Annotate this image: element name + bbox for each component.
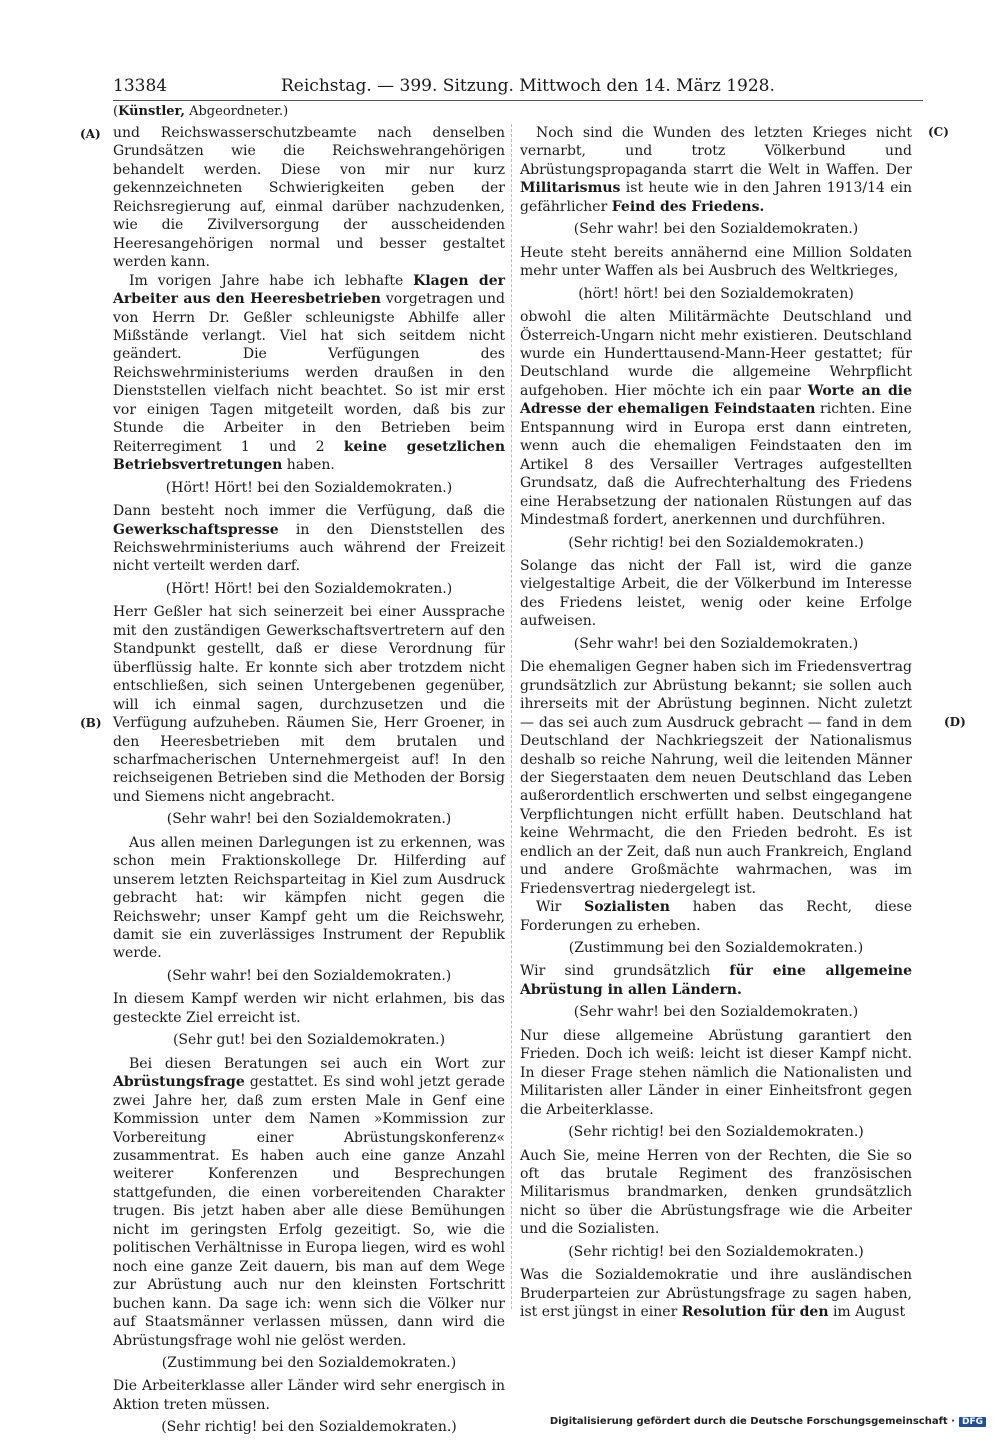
paragraph	[520, 557, 912, 631]
interjection	[520, 220, 912, 238]
text-run: Wir	[536, 899, 585, 916]
right-column	[520, 124, 912, 1322]
paragraph	[113, 272, 505, 475]
text-run: Bei diesen Beratungen sei auch ein Wort zur	[129, 1055, 505, 1072]
emphasis: Resolution für den	[681, 1304, 829, 1321]
margin-mark-b: (B)	[80, 716, 102, 730]
emphasis: Sozialisten	[584, 899, 670, 916]
paragraph	[113, 603, 505, 806]
interjection	[520, 939, 912, 957]
text-run: (Sehr richtig! bei den Sozialdemokraten.)	[568, 1243, 864, 1260]
left-column	[113, 124, 505, 1442]
paragraph	[520, 898, 912, 935]
paragraph	[520, 962, 912, 999]
interjection	[113, 810, 505, 828]
paragraph	[520, 1147, 912, 1239]
interjection	[113, 580, 505, 598]
paragraph	[113, 124, 505, 272]
text-run: haben.	[282, 457, 335, 474]
paragraph	[520, 658, 912, 898]
text-run: (Hört! Hört! bei den Sozialdemokraten.)	[165, 479, 453, 496]
paragraph	[113, 1377, 505, 1414]
page-number: 13384	[113, 76, 168, 96]
text-run: ist heute wie in den Jahren 1913/14 ein gefährlicher	[520, 180, 912, 215]
text-run: Die Arbeiterklasse aller Länder wird sehr energisch in Aktion treten müssen.	[113, 1378, 505, 1413]
text-run: richten. Eine Entspannung wird in Europa erst dann eintreten, wenn auch die ehemaligen Feindstaaten den im Artikel 8 des Versailler Vertrages aufgestellten Grundsatz, daß die Aufrechterhaltung des Friedens eine Herabsetzung der nationalen Rüstungen auf das Mindestmaß fordert, anerkennen und durchführen.	[520, 401, 912, 529]
speaker-name: Künstler,	[118, 104, 185, 119]
interjection	[520, 534, 912, 552]
speaker-open: (	[113, 104, 119, 119]
paragraph	[520, 244, 912, 281]
text-run: in den Dienststellen des Reichswehrministeriums auch während der Freizeit nicht verteilt werden darf.	[113, 521, 505, 575]
text-run: (Sehr gut! bei den Sozialdemokraten.)	[172, 1032, 446, 1049]
margin-mark-d: (D)	[944, 715, 966, 729]
paragraph	[113, 990, 505, 1027]
text-run: (Sehr richtig! bei den Sozialdemokraten.)	[568, 1124, 864, 1141]
text-run: Was die Sozialdemokratie und ihre ausländischen Bruderparteien zur Abrüstungsfrage zu sagen haben, ist erst jüngst in einer	[520, 1267, 912, 1321]
emphasis: keine gesetzlichen Betriebsvertretungen	[113, 438, 506, 474]
emphasis: Abrüstungsfrage	[113, 1074, 245, 1091]
paragraph	[520, 1266, 912, 1321]
interjection	[520, 1123, 912, 1141]
text-run: (Sehr wahr! bei den Sozialdemokraten.)	[573, 1004, 859, 1021]
text-run: (hört! hört! bei den Sozialdemokraten)	[578, 285, 854, 302]
text-run: Noch sind die Wunden des letzten Krieges nicht vernarbt, und trotz Völkerbund und Abrüstungspropaganda starrt die Welt in Waffen. Der	[520, 125, 912, 178]
text-run: (Sehr richtig! bei den Sozialdemokraten.)	[568, 534, 864, 551]
dfg-logo: DFG	[959, 1417, 986, 1427]
text-run: Solange das nicht der Fall ist, wird die ganze vielgestaltige Arbeit, die der Völkerbund im Interesse des Friedens leistet, wenig oder keine Erfolge aufweisen.	[520, 557, 912, 630]
text-run: Nur diese allgemeine Abrüstung garantiert den Frieden. Doch ich weiß: leicht ist dieser Kampf nicht. In dieser Frage stehen nämlich die Nationalisten und Militaristen aller Länder in einer Einheitsfront gegen die Arbeiterklasse.	[520, 1027, 912, 1118]
text-run: (Hört! Hört! bei den Sozialdemokraten.)	[165, 580, 453, 597]
text-run: Wir sind grundsätzlich	[520, 963, 730, 980]
text-run: (Sehr wahr! bei den Sozialdemokraten.)	[573, 635, 859, 652]
header-title: Reichstag. — 399. Sitzung. Mittwoch den 14. März 1928.	[281, 76, 775, 96]
margin-mark-c: (C)	[928, 125, 949, 139]
text-run: Die ehemaligen Gegner haben sich im Friedensvertrag grundsätzlich zur Abrüstung bekannt; sie sollen auch ihrerseits mit der Abrüstung beginnen. Nicht zuletzt — das sei auch zum Ausdruck gebracht — fand in dem Deutschland der Nachkriegszeit der Nationalismus deshalb so reiche Nahrung, weil die leitenden Männer der Siegerstaaten dem neuen Deutschland das Leben außerordentlich erschwerten und selbst eingegangene Verpflichtungen nicht erfüllt haben. Deutschland hat keine Wehrmacht, die den Frieden bedroht. Es ist endlich an der Zeit, daß nun auch Frankreich, England und andere Großmächte wahrmachen, was im Friedensvertrag niedergelegt ist.	[520, 659, 912, 897]
text-run: In diesem Kampf werden wir nicht erlahmen, bis das gesteckte Ziel erreicht ist.	[113, 991, 505, 1026]
emphasis: Klagen der Arbeiter aus den Heeresbetrieben	[113, 272, 505, 308]
interjection	[113, 479, 505, 497]
footer-text: Digitalisierung gefördert durch die Deutsche Forschungsgemeinschaft ·	[549, 1416, 955, 1427]
text-run: haben das Recht, diese Forderungen zu erheben.	[520, 899, 913, 934]
footer-credit	[550, 1416, 986, 1427]
paragraph	[520, 124, 912, 216]
speaker-role: Abgeordneter.)	[184, 104, 289, 119]
interjection	[520, 635, 912, 653]
emphasis: Militarismus	[520, 180, 621, 197]
interjection	[520, 285, 912, 303]
paragraph	[113, 834, 505, 963]
interjection	[113, 1418, 505, 1436]
text-run: Heute steht bereits annähernd eine Million Soldaten mehr unter Waffen als bei Ausbruch des Weltkrieges,	[520, 244, 912, 280]
text-run: Herr Geßler hat sich seinerzeit bei einer Aussprache mit den zuständigen Gewerkschaftsvertretern auf den Standpunkt gestellt, daß er diese Verordnung für überflüssig halte. Er konnte sich aber trotzdem nicht entschließen, sich seinen Untergebenen gegenüber, will ich einmal sagen, durchzusetzen und die Verfügung aufzuheben. Räumen Sie, Herr Groener, in den Heeresbetrieben mit dem brutalen und scharfmacherischen Unternehmergeist auf! In den reichseigenen Betrieben sind die Methoden der Borsig und Siemens nicht angebracht.	[113, 604, 505, 805]
emphasis: Gewerkschaftspresse	[113, 521, 279, 538]
text-run: Im vorigen Jahre habe ich lebhafte	[129, 272, 414, 289]
paragraph	[113, 502, 505, 576]
emphasis: Feind des Friedens.	[611, 198, 765, 215]
text-run: gestattet. Es sind wohl jetzt gerade zwei Jahre her, daß zum ersten Male in Genf eine Kommission unter dem Namen »Kommission zur Vorbereitung einer Abrüstungskonferenz« zusammentrat. Es haben auch eine ganze Anzahl weiterer Konferenzen und Besprechungen stattgefunden, die einen vorbereitenden Charakter trugen. Bis jetzt haben aber alle diese Bemühungen nicht im geringsten Erfolg gezeitigt. So, wie die politischen Verhältnisse in Europa liegen, wird es wohl noch eine ganze Zeit dauern, bis man auf dem Wege zur Abrüstung auch nur den kleinsten Fortschritt buchen kann. Da sage ich: wenn sich die Völker nur auf Staatsmänner verlassen müssen, dann wird die Abrüstungsfrage wohl nie gelöst werden.	[113, 1074, 505, 1349]
text-run: Aus allen meinen Darlegungen ist zu erkennen, was schon mein Fraktionskollege Dr. Hilferding auf unserem letzten Reichsparteitag in Kiel zum Ausdruck gebracht hat: wir kämpfen nicht gegen die Reichswehr; unser Kampf geht um die Reichswehr, damit sie ein zuverlässiges Instrument der Republik werde.	[113, 834, 505, 962]
text-run: Dann besteht noch immer die Verfügung, daß die	[113, 503, 505, 520]
emphasis: Worte an die Adresse der ehemaligen Feindstaaten	[520, 382, 912, 418]
text-run: und Reichswasserschutzbeamte nach denselben Grundsätzen wie die Reichswehrangehörigen behandelt werden. Diese von mir nur kurz gekennzeichneten Schwierigkeiten geben der Reichsregierung auf, einmal darüber nachzudenken, wie die Zivilversorgung der ausscheidenden Heeresangehörigen normal und besser gestaltet werden kann.	[113, 125, 505, 271]
interjection	[113, 1354, 505, 1372]
text-run: Auch Sie, meine Herren von der Rechten, die Sie so oft das brutale Regiment des französischen Militarismus brandmarken, denken grundsätzlich nicht so über die Abrüstungsfrage wie die Arbeiter und die Sozialisten.	[520, 1147, 912, 1238]
text-run: (Sehr wahr! bei den Sozialdemokraten.)	[166, 967, 452, 984]
text-run: (Sehr wahr! bei den Sozialdemokraten.)	[166, 811, 452, 828]
interjection	[520, 1243, 912, 1261]
interjection	[520, 1003, 912, 1021]
column-divider	[511, 124, 512, 1309]
text-run: im August	[828, 1304, 906, 1321]
text-run: (Sehr wahr! bei den Sozialdemokraten.)	[573, 221, 859, 238]
paragraph	[520, 308, 912, 529]
margin-mark-a: (A)	[80, 127, 101, 141]
header-rule	[113, 100, 923, 101]
text-run: obwohl die alten Militärmächte Deutschland und Österreich-Ungarn nicht mehr existieren. Deutschland wurde ein Hunderttausend-Mann-Heer gestattet; für Deutschland wurde die allgemeine Wehrpflicht aufgehoben. Hier möchte ich ein paar	[520, 309, 912, 399]
speaker-line	[113, 103, 288, 121]
text-run: (Sehr richtig! bei den Sozialdemokraten.)	[161, 1419, 457, 1436]
interjection	[113, 967, 505, 985]
text-run: (Zustimmung bei den Sozialdemokraten.)	[161, 1355, 457, 1371]
paragraph	[113, 1055, 505, 1350]
text-run: vorgetragen und von Herrn Dr. Geßler schleunigste Abhilfe aller Mißstände verlangt. Viel hat sich seitdem nicht geändert. Die Verfügungen des Reichswehrministeriums werden draußen in den Dienststellen vielfach nicht beachtet. So ist mir erst vor einigen Tagen mitgeteilt worden, daß bis zur Stunde die Arbeiter in den Betrieben beim Reiterregiment 1 und 2	[113, 291, 506, 455]
paragraph	[520, 1027, 912, 1119]
emphasis: für eine allgemeine Abrüstung in allen Ländern.	[520, 963, 912, 998]
text-run: (Zustimmung bei den Sozialdemokraten.)	[568, 940, 864, 957]
interjection	[113, 1031, 505, 1049]
